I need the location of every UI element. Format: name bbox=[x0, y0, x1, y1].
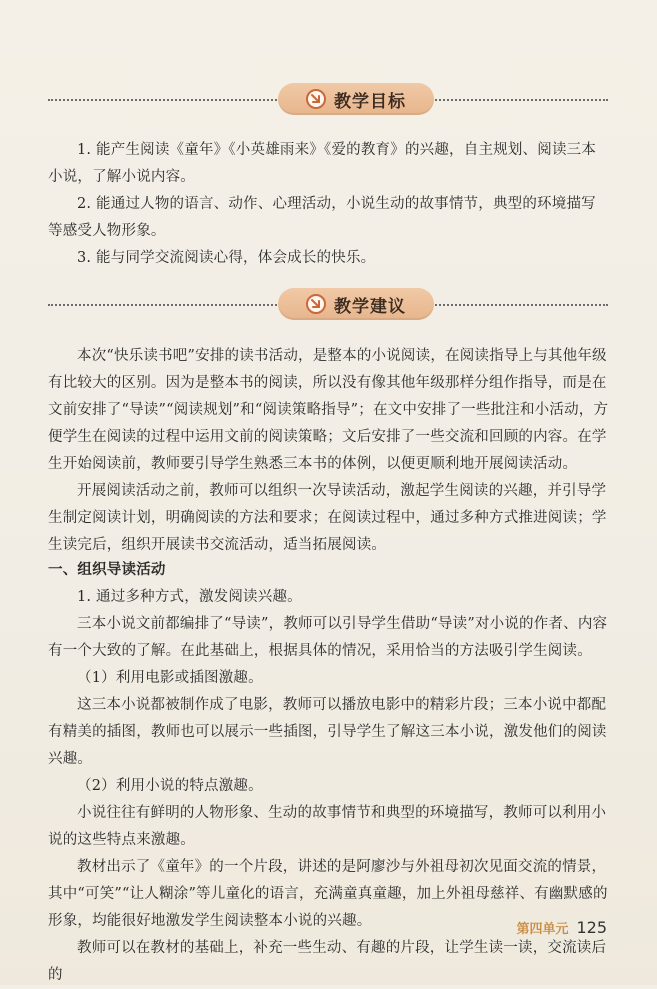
section-title-pill bbox=[278, 288, 434, 320]
unit-label: 第四单元 bbox=[516, 922, 569, 937]
body-paragraph: 教材出示了《童年》的一个片段，讲述的是阿廖沙与外祖母初次见面交流的情景，其中“可笑”“让人糊涂”等儿童化的语言，充满童真童趣，加上外祖母慈祥、有幽默感的形象，均能很好地激发学生阅读整本小说的兴趣。 bbox=[48, 859, 608, 929]
page-footer bbox=[516, 918, 607, 937]
goal-item: 3. 能与同学交流阅读心得，体会成长的快乐。 bbox=[77, 250, 376, 266]
section-title-pill bbox=[278, 83, 434, 115]
body-paragraph: 三本小说文前都编排了“导读”，教师可以引导学生借助“导读”对小说的作者、内容有一个大致的了解。在此基础上，根据具体的情况，采用恰当的方法吸引学生阅读。 bbox=[48, 616, 608, 659]
sub-point: （2）利用小说的特点激趣。 bbox=[77, 778, 263, 794]
section-header-goals bbox=[48, 82, 608, 118]
arrow-down-right-icon bbox=[306, 89, 326, 109]
section-title: 教学建议 bbox=[334, 296, 406, 317]
body-paragraph: 开展阅读活动之前，教师可以组织一次导读活动，激起学生阅读的兴趣，并引导学生制定阅读计划，明确阅读的方法和要求；在阅读过程中，通过多种方式推进阅读；学生读完后，组织开展读书交流活动，适当拓展阅读。 bbox=[48, 483, 607, 553]
section-header-suggestions bbox=[48, 287, 608, 323]
goal-item: 2. 能通过人物的语言、动作、心理活动，小说生动的故事情节，典型的环境描写等感受人物形象。 bbox=[48, 196, 596, 239]
body-paragraph: 小说往往有鲜明的人物形象、生动的故事情节和典型的环境描写，教师可以利用小说的这些特点来激趣。 bbox=[48, 805, 607, 848]
point-heading: 1. 通过多种方式，激发阅读兴趣。 bbox=[77, 589, 302, 605]
suggestions-body bbox=[48, 343, 610, 559]
body-paragraph: 这三本小说都被制作成了电影，教师可以播放电影中的精彩片段；三本小说中都配有精美的插图，教师也可以展示一些插图，引导学生了解这三本小说，激发他们的阅读兴趣。 bbox=[48, 697, 607, 767]
section-title: 教学目标 bbox=[334, 91, 406, 112]
body-paragraph: 本次“快乐读书吧”安排的读书活动，是整本的小说阅读，在阅读指导上与其他年级有比较大的区别。因为是整本书的阅读，所以没有像其他年级那样分组作指导，而是在文前安排了“导读”“阅读规划”和“阅读策略指导”；在文中安排了一些批注和小活动，方便学生在阅读的过程中运用文前的阅读策略；文后安排了一些交流和回顾的内容。在学生开始阅读前，教师要引导学生熟悉三本书的体例，以便更顺利地开展阅读活动。 bbox=[48, 348, 609, 472]
page-number: 125 bbox=[576, 918, 607, 937]
arrow-down-right-icon bbox=[306, 294, 326, 314]
goal-item: 1. 能产生阅读《童年》《小英雄雨来》《爱的教育》的兴趣，自主规划、阅读三本小说，了解小说内容。 bbox=[48, 142, 597, 185]
part-heading: 一、组织导读活动 bbox=[48, 562, 166, 578]
goals-list bbox=[48, 137, 610, 272]
body-paragraph: 教师可以在教材的基础上，补充一些生动、有趣的片段，让学生读一读，交流读后的 bbox=[48, 940, 607, 983]
sub-point: （1）利用电影或插图激趣。 bbox=[77, 670, 263, 686]
